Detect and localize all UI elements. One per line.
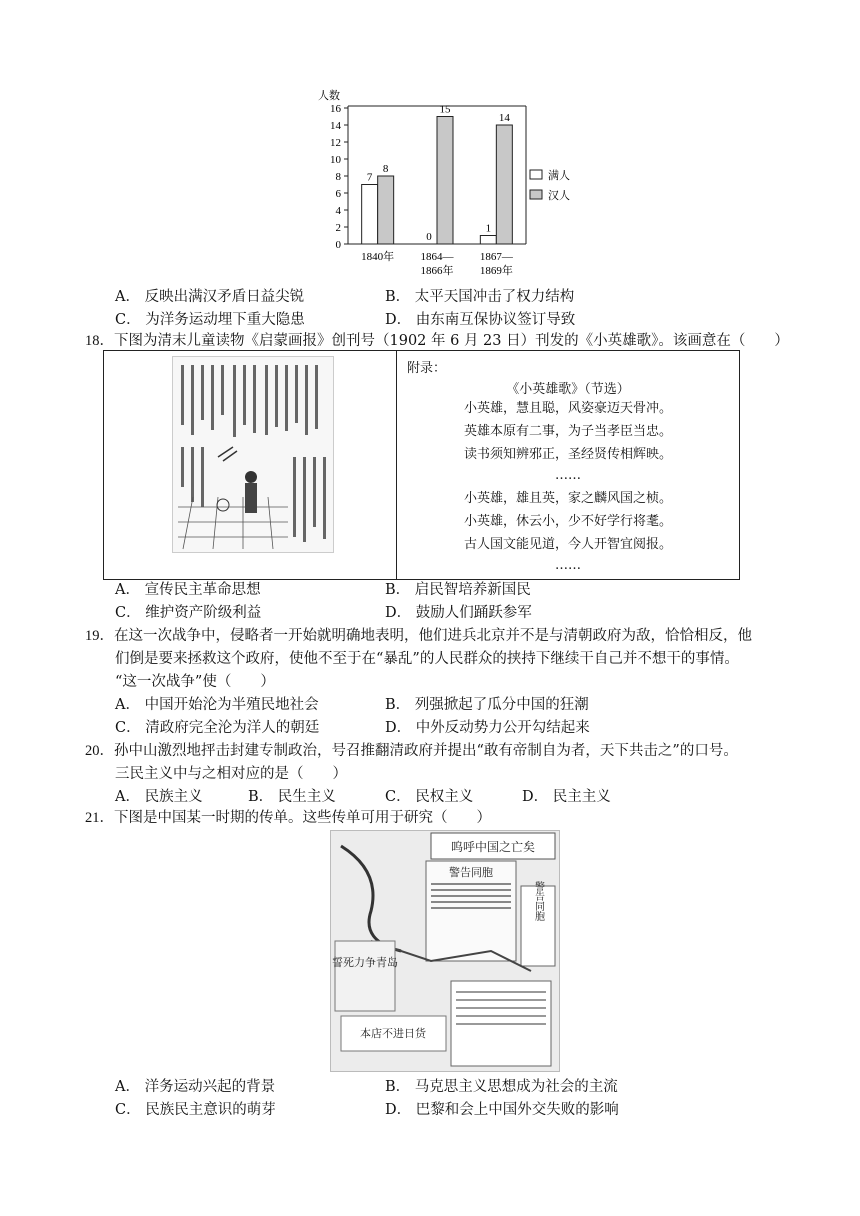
option-text: 民族主义 <box>144 789 203 805</box>
legend-swatch <box>530 170 542 179</box>
option-text: 鼓励人们踊跃参军 <box>415 605 532 621</box>
q20-option-d[interactable] <box>522 787 611 807</box>
q17-option-c[interactable] <box>115 310 305 330</box>
leaflet-slogan-text: 誓死力争青岛 <box>332 956 398 969</box>
question-number: 19． <box>85 628 114 644</box>
bar-value-label: 7 <box>366 171 373 184</box>
y-tick-label: 8 <box>335 171 341 183</box>
q18-option-d[interactable] <box>385 603 532 623</box>
y-tick-label: 0 <box>335 239 341 251</box>
option-letter: A． <box>115 1079 140 1095</box>
option-text: 维护资产阶级利益 <box>145 605 262 621</box>
q17-option-d[interactable] <box>385 310 575 330</box>
option-letter: B． <box>385 1079 411 1095</box>
illustration-graphic <box>173 357 333 552</box>
question-number: 20． <box>85 743 114 759</box>
leaflets-collage-graphic <box>331 831 559 1071</box>
option-text: 马克思主义思想成为社会的主流 <box>414 1079 618 1095</box>
option-letter: C． <box>115 1102 141 1118</box>
bar-chart-svg <box>310 82 570 282</box>
option-letter: C． <box>385 789 411 805</box>
option-text: 为洋务运动埋下重大隐患 <box>145 312 305 328</box>
q19-option-c[interactable] <box>115 718 319 738</box>
poem-title: 《小英雄歌》（节选） <box>506 382 630 397</box>
q19-stem-line-2: 们倒是要来拯救这个政府，使他不至于在“暴乱”的人民群众的挟持下继续干自己并不想干的事情。 <box>115 651 739 667</box>
picture-book-illustration <box>172 356 334 553</box>
bar-value-label: 0 <box>426 231 432 243</box>
bar <box>378 176 394 244</box>
y-tick-label: 12 <box>330 137 341 149</box>
option-text: 民权主义 <box>415 789 474 805</box>
option-letter: A． <box>115 789 140 805</box>
y-axis-label: 人数 <box>318 90 340 102</box>
q18-option-a[interactable] <box>115 580 261 600</box>
option-letter: B． <box>385 582 411 598</box>
leaflets-collage-image <box>330 830 560 1072</box>
option-letter: B． <box>248 789 274 805</box>
poem-ellipsis: …… <box>555 558 581 573</box>
q20-option-a[interactable] <box>115 787 203 807</box>
option-text: 由东南互保协议签订导致 <box>415 312 576 328</box>
option-text: 巴黎和会上中国外交失败的影响 <box>415 1102 619 1118</box>
y-tick-label: 14 <box>330 120 341 132</box>
option-letter: B． <box>385 697 411 713</box>
option-text: 启民智培养新国民 <box>414 582 531 598</box>
y-tick-label: 10 <box>330 154 341 166</box>
question-stem-text: 在这一次战争中，侵略者一开始就明确地表明，他们进兵北京并不是与清朝政府为敌，恰恰相反，他 <box>114 628 752 644</box>
q18-option-c[interactable] <box>115 603 261 623</box>
option-text: 太平天国冲击了权力结构 <box>414 289 575 305</box>
appendix-label: 附录： <box>407 361 447 376</box>
option-text: 反映出满汉矛盾日益尖锐 <box>144 289 305 305</box>
x-tick-label: 1869年 <box>479 265 513 277</box>
y-tick-label: 6 <box>335 188 341 200</box>
option-letter: A． <box>115 289 140 305</box>
leaflet-title-text: 呜呼中国之亡矣 <box>450 840 536 854</box>
bar-value-label: 15 <box>439 103 451 116</box>
option-letter: D． <box>385 720 412 736</box>
option-letter: A． <box>115 582 140 598</box>
poem-line: 小英雄，休云小，少不好学行将耄。 <box>463 514 672 529</box>
q21-option-c[interactable] <box>115 1100 276 1120</box>
q21-stem <box>85 808 491 828</box>
bar-value-label: 1 <box>485 222 492 235</box>
bar <box>480 236 496 245</box>
question-stem-text: 下图为清末儿童读物《启蒙画报》创刊号（1902 年 6 月 23 日）刊发的《小英雄歌》。该画意在（ ） <box>114 333 789 349</box>
x-tick-label: 1864— <box>420 251 454 263</box>
q20-option-c[interactable] <box>385 787 473 807</box>
option-letter: B． <box>385 289 411 305</box>
q18-stem <box>85 331 789 351</box>
poem-excerpt <box>397 351 739 579</box>
y-tick-label: 2 <box>335 222 341 234</box>
bar-value-label: 8 <box>382 163 389 175</box>
q17-option-b[interactable] <box>385 287 574 307</box>
option-text: 宣传民主革命思想 <box>144 582 261 598</box>
question-number: 21． <box>85 810 114 826</box>
q17-option-a[interactable] <box>115 287 304 307</box>
option-text: 民生主义 <box>277 789 336 805</box>
option-letter: C． <box>115 720 141 736</box>
question-stem-text: 下图是中国某一时期的传单。这些传单可用于研究（ ） <box>114 810 491 826</box>
y-tick-label: 16 <box>330 103 341 115</box>
legend-swatch <box>530 190 542 199</box>
q19-option-b[interactable] <box>385 695 589 715</box>
option-text: 中国开始沦为半殖民地社会 <box>144 697 319 713</box>
q21-option-b[interactable] <box>385 1077 618 1097</box>
option-text: 民主主义 <box>552 789 611 805</box>
q19-option-a[interactable] <box>115 695 319 715</box>
poem-line: 小英雄，慧且聪，风姿豪迈天骨冲。 <box>463 401 672 416</box>
q21-option-d[interactable] <box>385 1100 619 1120</box>
option-letter: C． <box>115 312 141 328</box>
legend-label: 满人 <box>548 170 570 182</box>
bar-value-label: 14 <box>498 112 510 124</box>
leaflet-title-text: 警告同胞 <box>449 866 493 879</box>
y-tick-label: 4 <box>335 205 341 217</box>
question-number: 18． <box>85 333 114 349</box>
bar <box>362 185 378 245</box>
option-letter: C． <box>115 605 141 621</box>
bar <box>496 125 512 244</box>
option-text: 民族民主意识的萌芽 <box>145 1102 276 1118</box>
option-letter: D． <box>385 605 412 621</box>
q19-stem-line-1 <box>85 626 752 646</box>
option-text: 中外反动势力公开勾结起来 <box>415 720 590 736</box>
x-tick-label: 1866年 <box>420 265 454 277</box>
q20-option-b[interactable] <box>248 787 336 807</box>
bar <box>437 117 453 245</box>
option-letter: A． <box>115 697 140 713</box>
x-tick-label: 1840年 <box>361 251 395 263</box>
option-letter: D． <box>385 1102 412 1118</box>
q21-option-a[interactable] <box>115 1077 275 1097</box>
leaflet-vertical-text: 警告同胞 <box>532 881 544 921</box>
option-letter: D． <box>522 789 549 805</box>
bar-chart <box>310 82 570 282</box>
leaflet-boycott-text: 本店不进日货 <box>360 1027 426 1040</box>
q19-stem-line-3: “这一次战争”使（ ） <box>115 674 275 690</box>
poem-line: 英雄本原有二事，为子当孝臣当忠。 <box>463 424 672 439</box>
x-tick-label: 1867— <box>479 251 513 263</box>
poem-ellipsis: …… <box>555 468 581 483</box>
q18-option-b[interactable] <box>385 580 531 600</box>
option-letter: D． <box>385 312 412 328</box>
poem-line: 小英雄，雄且英，家之麟风国之桢。 <box>463 491 672 506</box>
legend-label: 汉人 <box>548 190 570 202</box>
poem-line: 读书须知辨邪正，圣经贤传相辉映。 <box>463 447 672 462</box>
poem-line: 古人国文能见道，今人开智宜阅报。 <box>463 537 672 552</box>
question-stem-text: 孙中山激烈地抨击封建专制政治，号召推翻清政府并提出“敢有帝制自为者，天下共击之”的口号。 <box>114 743 738 759</box>
q19-option-d[interactable] <box>385 718 590 738</box>
option-text: 洋务运动兴起的背景 <box>144 1079 276 1095</box>
q20-stem-line-2: 三民主义中与之相对应的是（ ） <box>115 766 347 782</box>
q18-material-box <box>103 350 740 580</box>
option-text: 列强掀起了瓜分中国的狂潮 <box>414 697 589 713</box>
q20-stem-line-1 <box>85 741 738 761</box>
option-text: 清政府完全沦为洋人的朝廷 <box>145 720 320 736</box>
